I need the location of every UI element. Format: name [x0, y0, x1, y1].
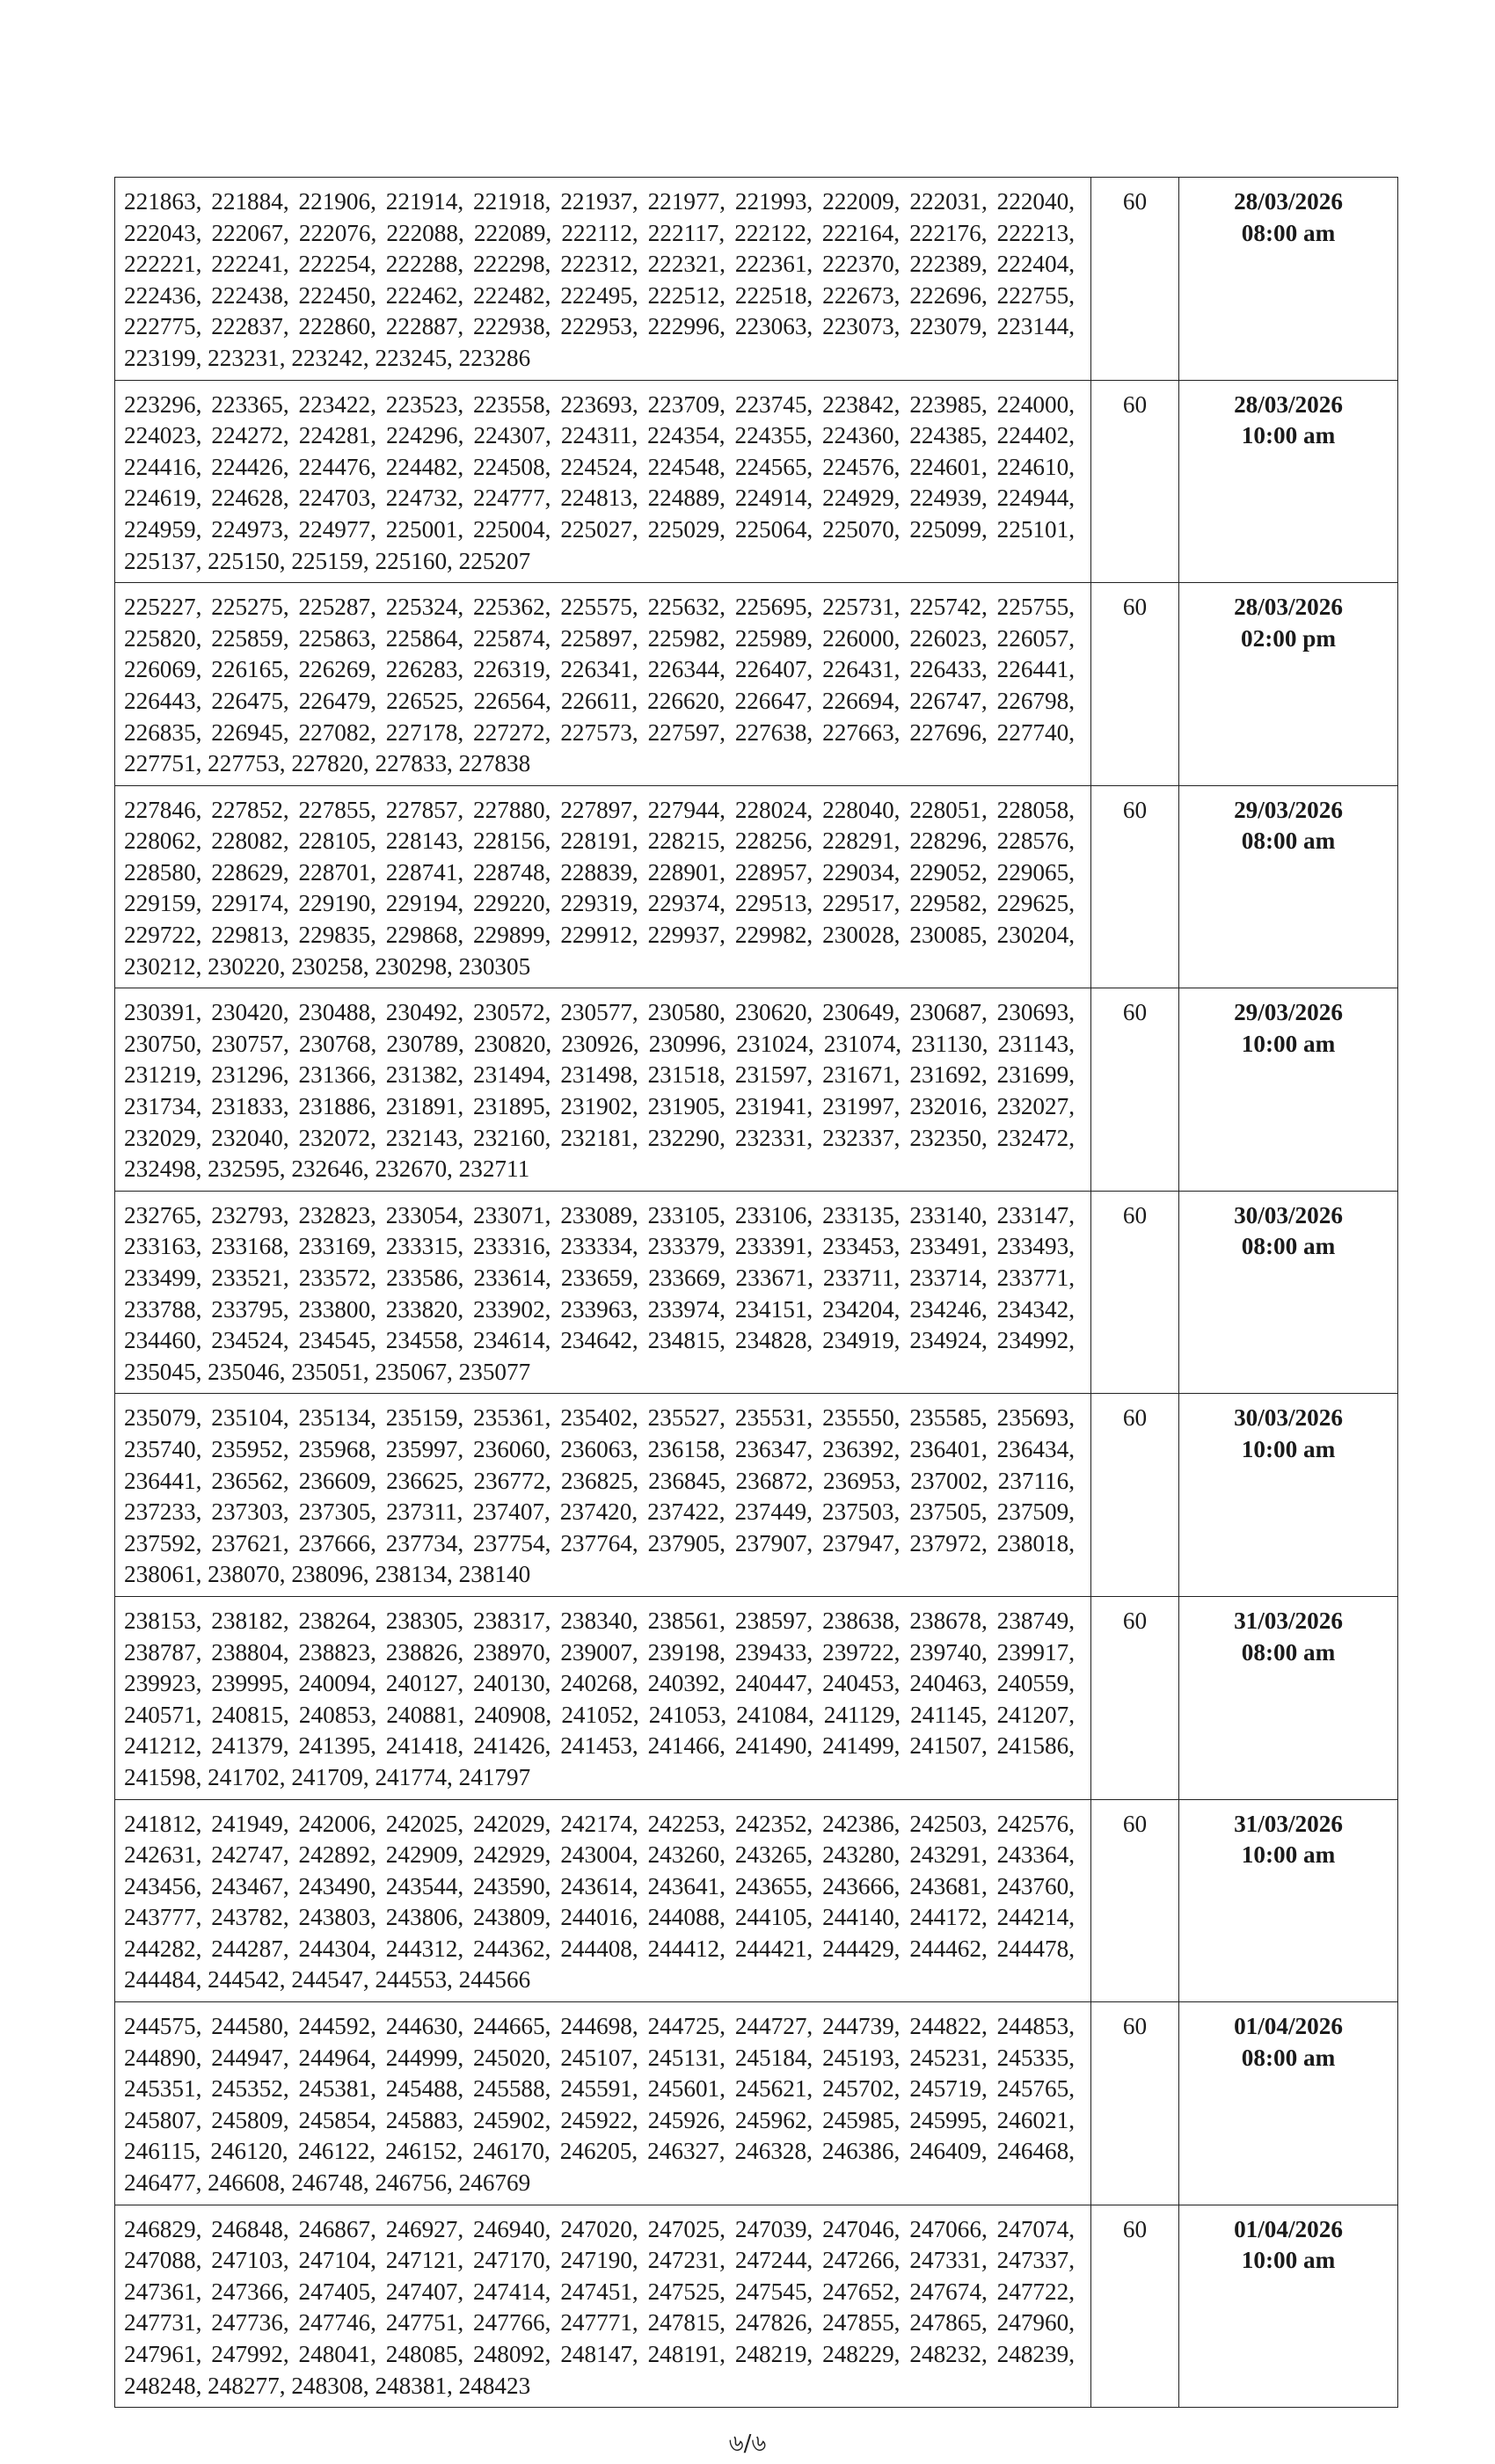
roll-numbers-cell: 232765, 232793, 232823, 233054, 233071, 233089, 233105, 233106, 233135, 233140, 233147, 233163, 233168, 233169, 233315, 233316, 233334, 233379, 233391, 233453, 233491, 233493, 233499, 233521, 233572, 233586, 233614, 233659, 233669, 233671, 233711, 233714, 233771, 233788, 233795, 233800, 233820, 233902, 233963, 233974, 234151, 234204, 234246, 234342, 234460, 234524, 234545, 234558, 234614, 234642, 234815, 234828, 234919, 234924, 234992, 235045, 235046, 235051, 235067, 235077 — [115, 1191, 1091, 1394]
roll-numbers-cell: 221863, 221884, 221906, 221914, 221918, 221937, 221977, 221993, 222009, 222031, 222040, 222043, 222067, 222076, 222088, 222089, 222112, 222117, 222122, 222164, 222176, 222213, 222221, 222241, 222254, 222288, 222298, 222312, 222321, 222361, 222370, 222389, 222404, 222436, 222438, 222450, 222462, 222482, 222495, 222512, 222518, 222673, 222696, 222755, 222775, 222837, 222860, 222887, 222938, 222953, 222996, 223063, 223073, 223079, 223144, 223199, 223231, 223242, 223245, 223286 — [115, 178, 1091, 381]
candidate-count-cell: 60 — [1091, 988, 1179, 1192]
table-row — [115, 1799, 1398, 2002]
roll-numbers-cell: 244575, 244580, 244592, 244630, 244665, 244698, 244725, 244727, 244739, 244822, 244853, 244890, 244947, 244964, 244999, 245020, 245107, 245131, 245184, 245193, 245231, 245335, 245351, 245352, 245381, 245488, 245588, 245591, 245601, 245621, 245702, 245719, 245765, 245807, 245809, 245854, 245883, 245902, 245922, 245926, 245962, 245985, 245995, 246021, 246115, 246120, 246122, 246152, 246170, 246205, 246327, 246328, 246386, 246409, 246468, 246477, 246608, 246748, 246756, 246769 — [115, 2002, 1091, 2205]
candidate-count-cell: 60 — [1091, 1596, 1179, 1799]
date-time-cell — [1179, 1394, 1398, 1597]
table-row — [115, 1394, 1398, 1597]
exam-date: 28/03/2026 — [1234, 188, 1343, 215]
candidate-count-cell: 60 — [1091, 178, 1179, 381]
date-time-cell — [1179, 178, 1398, 381]
candidate-count-cell: 60 — [1091, 1394, 1179, 1597]
table-row — [115, 583, 1398, 786]
roll-numbers-cell: 241812, 241949, 242006, 242025, 242029, 242174, 242253, 242352, 242386, 242503, 242576, 242631, 242747, 242892, 242909, 242929, 243004, 243260, 243265, 243280, 243291, 243364, 243456, 243467, 243490, 243544, 243590, 243614, 243641, 243655, 243666, 243681, 243760, 243777, 243782, 243803, 243806, 243809, 244016, 244088, 244105, 244140, 244172, 244214, 244282, 244287, 244304, 244312, 244362, 244408, 244412, 244421, 244429, 244462, 244478, 244484, 244542, 244547, 244553, 244566 — [115, 1799, 1091, 2002]
roll-numbers-cell: 227846, 227852, 227855, 227857, 227880, 227897, 227944, 228024, 228040, 228051, 228058, 228062, 228082, 228105, 228143, 228156, 228191, 228215, 228256, 228291, 228296, 228576, 228580, 228629, 228701, 228741, 228748, 228839, 228901, 228957, 229034, 229052, 229065, 229159, 229174, 229190, 229194, 229220, 229319, 229374, 229513, 229517, 229582, 229625, 229722, 229813, 229835, 229868, 229899, 229912, 229937, 229982, 230028, 230085, 230204, 230212, 230220, 230258, 230298, 230305 — [115, 785, 1091, 988]
candidate-count-cell: 60 — [1091, 380, 1179, 583]
table-row — [115, 380, 1398, 583]
exam-date: 28/03/2026 — [1234, 390, 1343, 418]
exam-date: 01/04/2026 — [1234, 2013, 1343, 2040]
date-time-cell — [1179, 2205, 1398, 2408]
schedule-table-body — [115, 178, 1398, 2408]
exam-time: 08:00 am — [1241, 827, 1336, 855]
exam-date: 29/03/2026 — [1234, 999, 1343, 1026]
date-time-cell — [1179, 583, 1398, 786]
candidate-count-cell: 60 — [1091, 2002, 1179, 2205]
candidate-count-cell: 60 — [1091, 1191, 1179, 1394]
exam-schedule-table — [114, 177, 1398, 2408]
date-time-cell — [1179, 1596, 1398, 1799]
table-row — [115, 2002, 1398, 2205]
roll-numbers-cell: 223296, 223365, 223422, 223523, 223558, 223693, 223709, 223745, 223842, 223985, 224000, 224023, 224272, 224281, 224296, 224307, 224311, 224354, 224355, 224360, 224385, 224402, 224416, 224426, 224476, 224482, 224508, 224524, 224548, 224565, 224576, 224601, 224610, 224619, 224628, 224703, 224732, 224777, 224813, 224889, 224914, 224929, 224939, 224944, 224959, 224973, 224977, 225001, 225004, 225027, 225029, 225064, 225070, 225099, 225101, 225137, 225150, 225159, 225160, 225207 — [115, 380, 1091, 583]
table-row — [115, 1191, 1398, 1394]
exam-date: 31/03/2026 — [1234, 1607, 1343, 1634]
exam-time: 10:00 am — [1241, 1435, 1336, 1462]
exam-time: 10:00 am — [1241, 422, 1336, 449]
candidate-count-cell: 60 — [1091, 583, 1179, 786]
candidate-count-cell: 60 — [1091, 1799, 1179, 2002]
table-row — [115, 785, 1398, 988]
exam-date: 01/04/2026 — [1234, 2215, 1343, 2242]
date-time-cell — [1179, 1191, 1398, 1394]
table-row — [115, 988, 1398, 1192]
roll-numbers-cell: 225227, 225275, 225287, 225324, 225362, 225575, 225632, 225695, 225731, 225742, 225755, 225820, 225859, 225863, 225864, 225874, 225897, 225982, 225989, 226000, 226023, 226057, 226069, 226165, 226269, 226283, 226319, 226341, 226344, 226407, 226431, 226433, 226441, 226443, 226475, 226479, 226525, 226564, 226611, 226620, 226647, 226694, 226747, 226798, 226835, 226945, 227082, 227178, 227272, 227573, 227597, 227638, 227663, 227696, 227740, 227751, 227753, 227820, 227833, 227838 — [115, 583, 1091, 786]
candidate-count-cell: 60 — [1091, 785, 1179, 988]
date-time-cell — [1179, 380, 1398, 583]
roll-numbers-cell: 246829, 246848, 246867, 246927, 246940, 247020, 247025, 247039, 247046, 247066, 247074, 247088, 247103, 247104, 247121, 247170, 247190, 247231, 247244, 247266, 247331, 247337, 247361, 247366, 247405, 247407, 247414, 247451, 247525, 247545, 247652, 247674, 247722, 247731, 247736, 247746, 247751, 247766, 247771, 247815, 247826, 247855, 247865, 247960, 247961, 247992, 248041, 248085, 248092, 248147, 248191, 248219, 248229, 248232, 248239, 248248, 248277, 248308, 248381, 248423 — [115, 2205, 1091, 2408]
table-row — [115, 2205, 1398, 2408]
exam-date: 28/03/2026 — [1234, 594, 1343, 621]
exam-date: 30/03/2026 — [1234, 1404, 1343, 1432]
table-row — [115, 1596, 1398, 1799]
exam-time: 02:00 pm — [1241, 624, 1336, 652]
roll-numbers-cell: 230391, 230420, 230488, 230492, 230572, 230577, 230580, 230620, 230649, 230687, 230693, 230750, 230757, 230768, 230789, 230820, 230926, 230996, 231024, 231074, 231130, 231143, 231219, 231296, 231366, 231382, 231494, 231498, 231518, 231597, 231671, 231692, 231699, 231734, 231833, 231886, 231891, 231895, 231902, 231905, 231941, 231997, 232016, 232027, 232029, 232040, 232072, 232143, 232160, 232181, 232290, 232331, 232337, 232350, 232472, 232498, 232595, 232646, 232670, 232711 — [115, 988, 1091, 1192]
candidate-count-cell: 60 — [1091, 2205, 1179, 2408]
exam-time: 10:00 am — [1241, 1030, 1336, 1057]
page-number: ৬/৬ — [728, 2431, 767, 2457]
exam-time: 08:00 am — [1241, 1233, 1336, 1260]
date-time-cell — [1179, 1799, 1398, 2002]
exam-date: 30/03/2026 — [1234, 1201, 1343, 1228]
date-time-cell — [1179, 785, 1398, 988]
date-time-cell — [1179, 2002, 1398, 2205]
table-row — [115, 178, 1398, 381]
exam-date: 29/03/2026 — [1234, 796, 1343, 823]
roll-numbers-cell: 238153, 238182, 238264, 238305, 238317, 238340, 238561, 238597, 238638, 238678, 238749, 238787, 238804, 238823, 238826, 238970, 239007, 239198, 239433, 239722, 239740, 239917, 239923, 239995, 240094, 240127, 240130, 240268, 240392, 240447, 240453, 240463, 240559, 240571, 240815, 240853, 240881, 240908, 241052, 241053, 241084, 241129, 241145, 241207, 241212, 241379, 241395, 241418, 241426, 241453, 241466, 241490, 241499, 241507, 241586, 241598, 241702, 241709, 241774, 241797 — [115, 1596, 1091, 1799]
exam-time: 10:00 am — [1241, 2247, 1336, 2274]
exam-time: 08:00 am — [1241, 219, 1336, 246]
date-time-cell — [1179, 988, 1398, 1192]
exam-time: 08:00 am — [1241, 1638, 1336, 1666]
exam-time: 10:00 am — [1241, 1841, 1336, 1869]
roll-numbers-cell: 235079, 235104, 235134, 235159, 235361, 235402, 235527, 235531, 235550, 235585, 235693, 235740, 235952, 235968, 235997, 236060, 236063, 236158, 236347, 236392, 236401, 236434, 236441, 236562, 236609, 236625, 236772, 236825, 236845, 236872, 236953, 237002, 237116, 237233, 237303, 237305, 237311, 237407, 237420, 237422, 237449, 237503, 237505, 237509, 237592, 237621, 237666, 237734, 237754, 237764, 237905, 237907, 237947, 237972, 238018, 238061, 238070, 238096, 238134, 238140 — [115, 1394, 1091, 1597]
exam-date: 31/03/2026 — [1234, 1810, 1343, 1837]
exam-time: 08:00 am — [1241, 2044, 1336, 2071]
